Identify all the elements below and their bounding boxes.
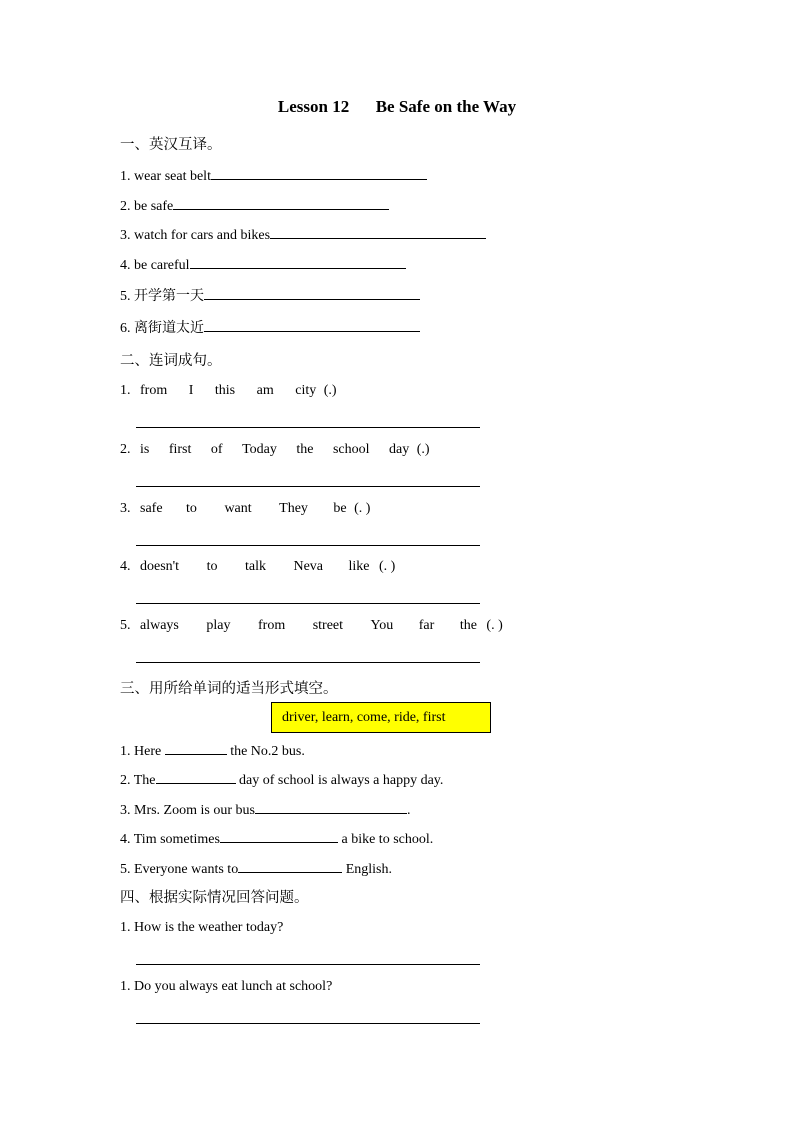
answer-blank[interactable] — [270, 224, 486, 239]
sentence-item-3: 3. safe to want They be (. ) — [120, 501, 371, 516]
translate-item-2: 2. be safe — [120, 195, 389, 215]
translate-item-1: 1. wear seat belt — [120, 165, 427, 185]
answer-line[interactable] — [136, 603, 480, 604]
fill-item-5: 5. Everyone wants to English. — [120, 858, 392, 878]
answer-blank[interactable] — [204, 285, 420, 300]
word-bank-box: driver, learn, come, ride, first — [271, 702, 491, 733]
answer-line[interactable] — [136, 662, 480, 663]
page-title — [0, 97, 794, 117]
fill-item-4: 4. Tim sometimes a bike to school. — [120, 828, 433, 848]
translate-item-6: 6. 离街道太近 — [120, 317, 420, 337]
translate-item-3: 3. watch for cars and bikes — [120, 224, 486, 244]
answer-line[interactable] — [136, 545, 480, 546]
answer-blank[interactable] — [220, 828, 338, 843]
answer-blank[interactable] — [156, 769, 236, 784]
fill-item-1: 1. Here the No.2 bus. — [120, 740, 305, 760]
sentence-item-5: 5. always play from street You far the (. ) — [120, 618, 503, 633]
answer-line[interactable] — [136, 1023, 480, 1024]
answer-blank[interactable] — [165, 740, 227, 755]
answer-blank[interactable] — [204, 317, 420, 332]
answer-line[interactable] — [136, 486, 480, 487]
fill-item-3: 3. Mrs. Zoom is our bus . — [120, 799, 410, 819]
section-heading-sentences: 二、连词成句。 — [120, 353, 222, 369]
answer-blank[interactable] — [255, 799, 407, 814]
answer-line[interactable] — [136, 964, 480, 965]
fill-item-2: 2. The day of school is always a happy day. — [120, 769, 443, 789]
question-item-2: 1. Do you always eat lunch at school? — [120, 979, 333, 994]
section-heading-fill-blanks: 三、用所给单词的适当形式填空。 — [120, 681, 338, 697]
section-heading-questions: 四、根据实际情况回答问题。 — [120, 890, 309, 906]
translate-item-4: 4. be careful — [120, 254, 406, 274]
answer-line[interactable] — [136, 427, 480, 428]
sentence-item-2: 2. is first of Today the school day (.) — [120, 442, 430, 457]
sentence-item-1: 1. from I this am city (.) — [120, 383, 337, 398]
lesson-number: Lesson 12 — [277, 97, 350, 116]
answer-blank[interactable] — [190, 254, 406, 269]
sentence-item-4: 4. doesn't to talk Neva like (. ) — [120, 559, 396, 574]
question-item-1: 1. How is the weather today? — [120, 920, 284, 935]
answer-blank[interactable] — [211, 165, 427, 180]
translate-item-5: 5. 开学第一天 — [120, 285, 420, 305]
answer-blank[interactable] — [238, 858, 342, 873]
answer-blank[interactable] — [173, 195, 389, 210]
lesson-name: Be Safe on the Way — [375, 97, 517, 116]
section-heading-translate: 一、英汉互译。 — [120, 137, 222, 153]
